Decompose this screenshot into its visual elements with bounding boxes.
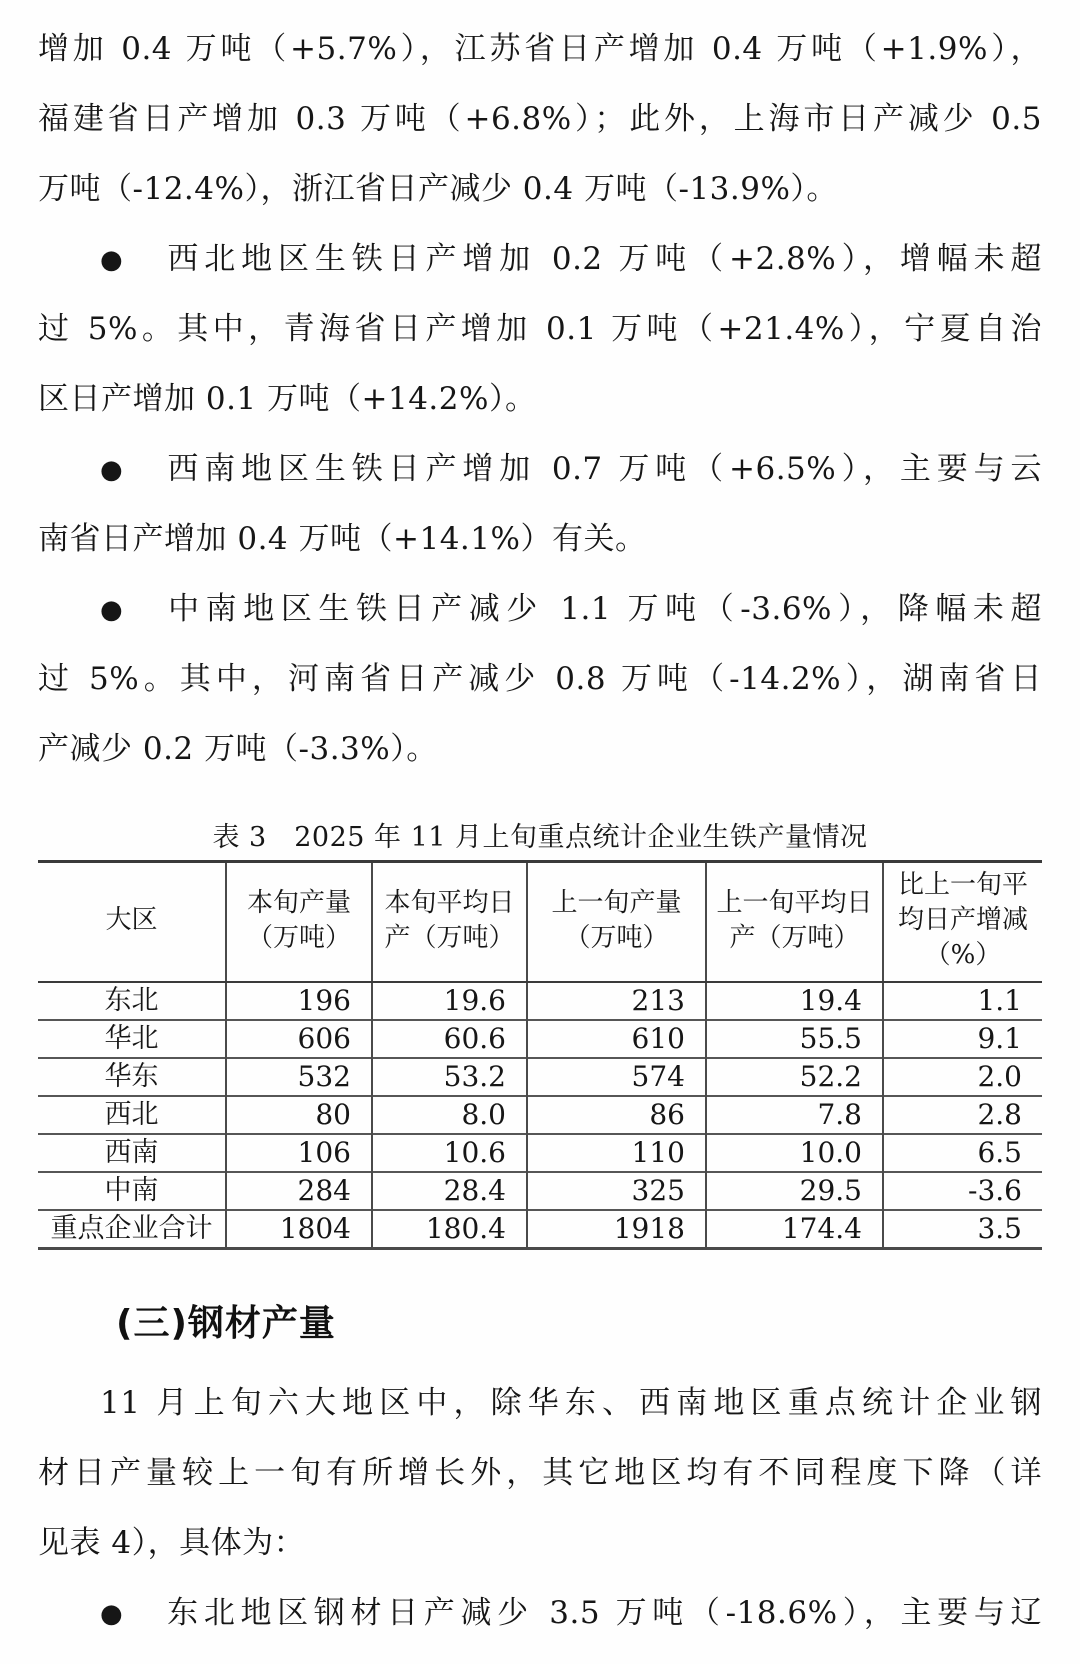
value-cell: 10.0 xyxy=(706,1134,883,1172)
body-text-bottom xyxy=(38,1368,1042,1648)
value-cell: 325 xyxy=(527,1172,706,1210)
bullet-icon: ● xyxy=(100,595,124,625)
table-row-5 xyxy=(38,1134,1042,1172)
bullet-northeast-steel xyxy=(38,1578,1042,1648)
value-cell: 574 xyxy=(527,1058,706,1096)
value-cell: 19.6 xyxy=(372,982,527,1020)
bullet-southwest-region-line-2: 南省日产增加 0.4 万吨（+14.1%）有关。 xyxy=(38,521,647,557)
value-cell: 2.0 xyxy=(883,1058,1042,1096)
bullet-icon: ● xyxy=(100,455,124,485)
column-header-1: 大区 xyxy=(38,862,226,983)
table-header-row xyxy=(38,862,1042,983)
value-cell: 174.4 xyxy=(706,1210,883,1249)
value-cell: -3.6 xyxy=(883,1172,1042,1210)
bullet-central-south-region xyxy=(38,574,1042,784)
value-cell: 28.4 xyxy=(372,1172,527,1210)
bullet-southwest-region xyxy=(38,434,1042,574)
value-cell: 80 xyxy=(226,1096,372,1134)
bullet-northwest-region-line-2: 过 5%。其中，青海省日产增加 0.1 万吨（+21.4%），宁夏自治 xyxy=(38,311,1042,347)
table-row-6 xyxy=(38,1172,1042,1210)
value-cell: 7.8 xyxy=(706,1096,883,1134)
table-body xyxy=(38,982,1042,1249)
bullet-southwest-region-line-1 xyxy=(38,434,1042,504)
value-cell: 1918 xyxy=(527,1210,706,1249)
para-steel-overview-line-1: 11 月上旬六大地区中，除华东、西南地区重点统计企业钢 xyxy=(100,1385,1042,1421)
region-cell: 华东 xyxy=(38,1058,226,1096)
value-cell: 19.4 xyxy=(706,982,883,1020)
para-east-china-provinces-line-1: 增加 0.4 万吨（+5.7%），江苏省日产增加 0.4 万吨（+1.9%）， xyxy=(38,31,1042,67)
para-east-china-provinces-line-3: 万吨（-12.4%），浙江省日产减少 0.4 万吨（-13.9%）。 xyxy=(38,171,838,207)
value-cell: 29.5 xyxy=(706,1172,883,1210)
para-east-china-provinces-line-2: 福建省日产增加 0.3 万吨（+6.8%）；此外，上海市日产减少 0.5 xyxy=(38,101,1042,137)
value-cell: 60.6 xyxy=(372,1020,527,1058)
value-cell: 53.2 xyxy=(372,1058,527,1096)
table-row-4 xyxy=(38,1096,1042,1134)
region-cell: 西南 xyxy=(38,1134,226,1172)
bullet-central-south-region-line-3: 产减少 0.2 万吨（-3.3%）。 xyxy=(38,731,438,767)
table-row-1 xyxy=(38,982,1042,1020)
value-cell: 284 xyxy=(226,1172,372,1210)
region-cell: 东北 xyxy=(104,985,159,1016)
bullet-central-south-region-line-1 xyxy=(38,574,1042,644)
value-cell: 610 xyxy=(527,1020,706,1058)
bullet-northeast-steel-text: 东北地区钢材日产减少 3.5 万吨（-18.6%），主要与辽 xyxy=(162,1595,1042,1631)
value-cell: 9.1 xyxy=(883,1020,1042,1058)
table-header xyxy=(38,862,1042,983)
value-cell: 52.2 xyxy=(706,1058,883,1096)
bullet-northwest-region-text: 西北地区生铁日产增加 0.2 万吨（+2.8%），增幅未超 xyxy=(162,241,1042,277)
column-header-2: 本旬产量（万吨） xyxy=(226,862,372,983)
bullet-icon: ● xyxy=(100,1599,124,1629)
value-cell: 3.5 xyxy=(883,1210,1042,1249)
value-cell: 106 xyxy=(226,1134,372,1172)
value-cell: 10.6 xyxy=(372,1134,527,1172)
para-steel-overview-line-3: 见表 4），具体为： xyxy=(38,1525,306,1561)
section-heading-steel-output: (三)钢材产量 xyxy=(116,1303,336,1344)
region-cell: 西北 xyxy=(38,1096,226,1134)
bullet-southwest-region-text: 西南地区生铁日产增加 0.7 万吨（+6.5%），主要与云 xyxy=(162,451,1042,487)
value-cell: 606 xyxy=(226,1020,372,1058)
value-cell: 532 xyxy=(226,1058,372,1096)
column-header-5: 上一旬平均日产（万吨） xyxy=(706,862,883,983)
bullet-icon: ● xyxy=(100,245,124,275)
region-cell: 重点企业合计 xyxy=(38,1210,226,1249)
value-cell: 110 xyxy=(527,1134,706,1172)
bullet-central-south-region-text: 中南地区生铁日产减少 1.1 万吨（-3.6%），降幅未超 xyxy=(162,591,1042,627)
region-cell: 中南 xyxy=(38,1172,226,1210)
column-header-3: 本旬平均日产（万吨） xyxy=(372,862,527,983)
value-cell: 1.1 xyxy=(883,982,1042,1020)
table-row-7 xyxy=(38,1210,1042,1249)
pig-iron-production-table xyxy=(38,860,1042,1250)
value-cell: 2.8 xyxy=(883,1096,1042,1134)
para-steel-overview xyxy=(38,1368,1042,1578)
value-cell: 196 xyxy=(226,982,372,1020)
value-cell: 6.5 xyxy=(883,1134,1042,1172)
column-header-4: 上一旬产量（万吨） xyxy=(527,862,706,983)
value-cell: 1804 xyxy=(226,1210,372,1249)
value-cell: 55.5 xyxy=(706,1020,883,1058)
bullet-central-south-region-line-2: 过 5%。其中，河南省日产减少 0.8 万吨（-14.2%），湖南省日 xyxy=(38,661,1042,697)
value-cell: 180.4 xyxy=(372,1210,527,1249)
region-cell: 华北 xyxy=(38,1020,226,1058)
table-row-3 xyxy=(38,1058,1042,1096)
value-cell: 213 xyxy=(527,982,706,1020)
para-east-china-provinces xyxy=(38,14,1042,224)
para-steel-overview-line-2: 材日产量较上一旬有所增长外，其它地区均有不同程度下降（详 xyxy=(38,1455,1042,1491)
table-caption: 表 3 2025 年 11 月上旬重点统计企业生铁产量情况 xyxy=(212,822,868,853)
bullet-northwest-region xyxy=(38,224,1042,434)
column-header-6: 比上一旬平均日产增减（%） xyxy=(883,862,1042,983)
bullet-northwest-region-line-3: 区日产增加 0.1 万吨（+14.2%）。 xyxy=(38,381,537,417)
bullet-northeast-steel-line-1 xyxy=(38,1578,1042,1648)
value-cell: 8.0 xyxy=(372,1096,527,1134)
body-text-top xyxy=(38,14,1042,784)
bullet-northwest-region-line-1 xyxy=(38,224,1042,294)
table-row-2 xyxy=(38,1020,1042,1058)
value-cell: 86 xyxy=(527,1096,706,1134)
